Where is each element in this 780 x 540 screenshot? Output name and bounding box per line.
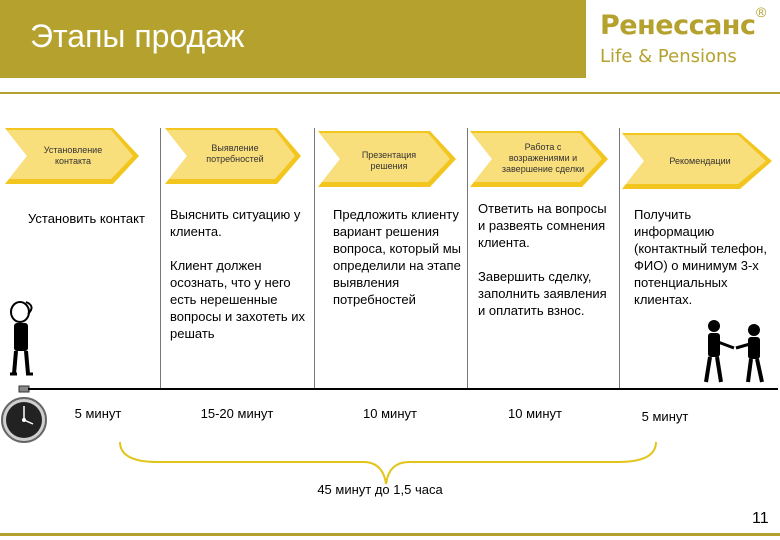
stage-description-presentation: Предложить клиенту вариант решения вопроса, который мы определили на этапе выявления потребностей xyxy=(333,207,461,307)
stage-arrow-presentation xyxy=(318,130,468,188)
page-number: 11 xyxy=(752,510,769,527)
bottom-rule xyxy=(0,533,780,536)
stage-duration-referrals: 5 минут xyxy=(641,409,689,424)
stage-label-needs: Выявление потребностей xyxy=(206,143,264,164)
stage-description-contact: Установить контакт xyxy=(28,211,145,226)
stage-duration-needs: 15-20 минут xyxy=(200,406,274,421)
stage-arrow-referrals xyxy=(622,132,780,190)
stage-description-needs: Выяснить ситуацию у клиента. Клиент должен осознать, что у него есть нерешенные вопросы и захотеть их решать xyxy=(170,207,306,341)
stage-arrow-contact xyxy=(5,127,155,185)
total-duration: 45 минут до 1,5 часа xyxy=(317,482,443,497)
handshake-people-icon xyxy=(696,318,776,386)
column-divider xyxy=(314,128,315,390)
stage-duration-presentation: 10 минут xyxy=(363,406,417,421)
stage-arrow-objections xyxy=(470,130,620,188)
stopwatch-icon xyxy=(0,384,50,446)
curly-brace-icon xyxy=(118,440,658,486)
stage-label-objections: Работа с возражениями и завершение сделки xyxy=(501,141,585,174)
stage-arrow-needs xyxy=(165,127,315,185)
stage-label-referrals: Рекомендации xyxy=(669,155,731,166)
stage-label-presentation: Презентация решения xyxy=(361,150,417,171)
stage-label-contact: Установление контакта xyxy=(43,145,103,166)
column-divider xyxy=(160,128,161,390)
stage-duration-contact: 5 минут xyxy=(74,406,122,421)
thinking-person-icon xyxy=(4,300,44,380)
timeline-axis xyxy=(28,388,778,390)
column-divider xyxy=(467,128,468,390)
stage-duration-objections: 10 минут xyxy=(508,406,562,421)
logo-registered-mark: ® xyxy=(756,4,767,20)
header-rule xyxy=(0,92,780,94)
slide-title: Этапы продаж xyxy=(30,18,245,54)
company-logo xyxy=(586,0,780,78)
column-divider xyxy=(619,128,620,390)
logo-name: Ренессанс xyxy=(600,10,756,41)
stage-description-objections: Ответить на вопросы и развеять сомнения клиента. Завершить сделку, заполнить заявления и оплатить взнос. xyxy=(478,201,607,318)
logo-subtitle: Life & Pensions xyxy=(600,46,737,67)
stage-description-referrals: Получить информацию (контактный телефон, ФИО) о минимум 3-х потенциальных клиентах. xyxy=(634,207,767,307)
